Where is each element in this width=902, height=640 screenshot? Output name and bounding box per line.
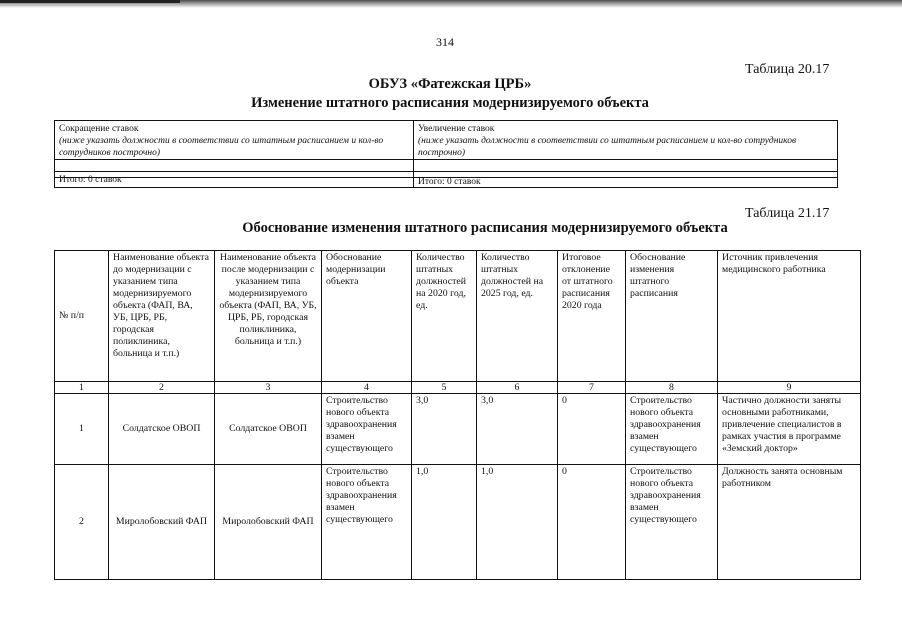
column-number: 8	[626, 382, 718, 394]
increase-note: (ниже указать должности в соответствии со штатным расписанием и кол-во сотрудников построчно)	[418, 136, 797, 158]
row-before: Миролобовский ФАП	[109, 465, 215, 580]
reduction-total: Итого: 0 ставок	[59, 175, 122, 185]
table1-label: Таблица 20.17	[745, 62, 830, 77]
row-staff-2025: 1,0	[477, 465, 558, 580]
row-num: 2	[55, 465, 109, 580]
header-staff-2025: Количество штатных должностей на 2025 год, ед.	[477, 251, 558, 382]
table2-label: Таблица 21.17	[745, 206, 830, 221]
row-source: Частично должности заняты основными работниками, привлечение специалистов в рамках участия в программе «Земский доктор»	[718, 394, 861, 465]
row-change-reason: Строительство нового объекта здравоохранения взамен существующего	[626, 465, 718, 580]
row-after: Солдатское ОВОП	[215, 394, 322, 465]
header-staff-2020: Количество штатных должностей на 2020 год, ед.	[412, 251, 477, 382]
scan-edge	[0, 0, 902, 8]
column-number: 7	[558, 382, 626, 394]
row-after: Миролобовский ФАП	[215, 465, 322, 580]
page-number: 314	[436, 35, 454, 49]
header-after: Наименование объекта после модернизации с указанием типа модернизируемого объекта (ФАП, ВА, УБ, ЦРБ, РБ, городская поликлиника, больница и т.п.)	[215, 251, 322, 382]
header-num: № п/п	[55, 251, 109, 382]
column-number: 1	[55, 382, 109, 394]
column-number: 5	[412, 382, 477, 394]
column-number: 9	[718, 382, 861, 394]
row-deviation: 0	[558, 394, 626, 465]
column-number: 6	[477, 382, 558, 394]
header-source: Источник привлечения медицинского работника	[718, 251, 861, 382]
header-before: Наименование объекта до модернизации с указанием типа модернизируемого объекта (ФАП, ВА, УБ, ЦРБ, РБ, городская поликлиника, больница и т.п.)	[109, 251, 215, 382]
organization-title: ОБУЗ «Фатежская ЦРБ»	[368, 76, 532, 92]
column-number: 2	[109, 382, 215, 394]
column-numbers-row	[55, 382, 861, 394]
increase-title: Увеличение ставок	[418, 124, 495, 134]
row-deviation: 0	[558, 465, 626, 580]
staff-change-table	[54, 120, 838, 188]
column-number: 4	[322, 382, 412, 394]
header-change-reason: Обоснование изменения штатного расписания	[626, 251, 718, 382]
table1-title: Изменение штатного расписания модернизируемого объекта	[251, 95, 649, 111]
row-num: 1	[55, 394, 109, 465]
row-reason: Строительство нового объекта здравоохранения взамен существующего	[322, 465, 412, 580]
row-source: Должность занята основным работником	[718, 465, 861, 580]
row-reason: Строительство нового объекта здравоохранения взамен существующего	[322, 394, 412, 465]
row-staff-2020: 1,0	[412, 465, 477, 580]
header-deviation: Итоговое отклонение от штатного расписания 2020 года	[558, 251, 626, 382]
increase-total: Итого: 0 ставок	[418, 177, 481, 187]
table-row	[55, 465, 861, 580]
header-reason: Обоснование модернизации объекта	[322, 251, 412, 382]
table2-title: Обоснование изменения штатного расписания модернизируемого объекта	[242, 220, 728, 236]
row-change-reason: Строительство нового объекта здравоохранения взамен существующего	[626, 394, 718, 465]
column-number: 3	[215, 382, 322, 394]
row-staff-2020: 3,0	[412, 394, 477, 465]
reduction-title: Сокращение ставок	[59, 124, 139, 134]
table-row	[55, 394, 861, 465]
justification-table	[54, 250, 861, 580]
header-row	[55, 251, 861, 382]
row-before: Солдатское ОВОП	[109, 394, 215, 465]
row-staff-2025: 3,0	[477, 394, 558, 465]
reduction-note: (ниже указать должности в соответствии со штатным расписанием и кол-во сотрудников построчно)	[59, 136, 384, 158]
